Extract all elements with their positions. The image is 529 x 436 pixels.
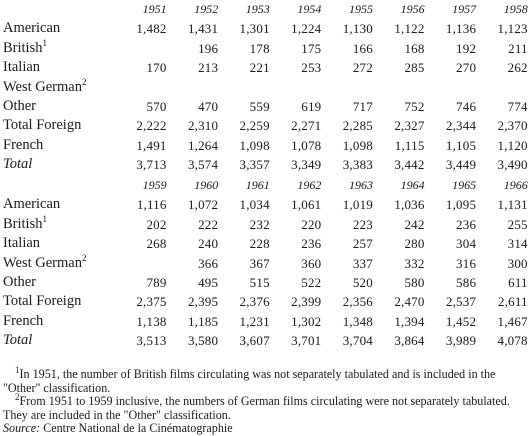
year-header: 1965	[452, 178, 477, 192]
row-label	[3, 97, 115, 116]
table-cell: 3,580	[187, 333, 219, 349]
table-cell: 1,302	[291, 313, 322, 329]
table-cell: 3,449	[445, 157, 477, 173]
table-cell: 1,115	[394, 137, 425, 153]
year-header: 1952	[194, 2, 219, 16]
table-cell: 2,344	[445, 118, 477, 134]
table-cell: 2,271	[291, 118, 322, 134]
table-cell: 570	[146, 99, 167, 115]
table-cell: 789	[146, 275, 167, 291]
row-label-text: American	[3, 20, 61, 37]
table-cell: 2,537	[445, 294, 477, 310]
row-label-text: Total Foreign	[3, 293, 82, 310]
row-label	[3, 234, 115, 253]
footnote-marker: 2	[81, 252, 87, 263]
footnote-marker: 1	[42, 213, 47, 224]
table-cell: 3,713	[136, 157, 167, 173]
footnote-2-marker: 2	[15, 392, 20, 403]
table-cell: 202	[146, 216, 167, 232]
table-cell: 222	[198, 216, 219, 232]
year-header-row	[3, 176, 528, 195]
row-label	[3, 155, 115, 174]
table-cell: 280	[404, 236, 425, 252]
table-cell: 1,131	[497, 197, 528, 213]
table-cell: 495	[198, 275, 219, 291]
table-cell: 213	[198, 60, 219, 76]
row-label-text: British	[3, 215, 43, 232]
row-label-text: American	[3, 196, 61, 213]
table-cell: 220	[301, 216, 322, 232]
table-cell: 255	[507, 216, 528, 232]
row-label-text: Italian	[3, 59, 41, 76]
table-cell	[270, 78, 322, 97]
table-cell: 304	[456, 236, 477, 252]
row-label	[3, 331, 115, 350]
table-row	[3, 78, 528, 97]
table-cell: 717	[352, 99, 373, 115]
table-cell: 3,349	[291, 157, 322, 173]
table-cell: 470	[198, 99, 219, 115]
table-cell: 1,452	[445, 313, 477, 329]
table-cell: 1,061	[291, 197, 322, 213]
row-label	[3, 292, 115, 311]
table-cell: 1,348	[342, 313, 373, 329]
table-cell: 3,490	[497, 157, 528, 173]
table-cell: 272	[352, 60, 373, 76]
year-header: 1957	[452, 2, 477, 16]
year-header: 1961	[245, 178, 270, 192]
table-cell: 300	[507, 255, 528, 271]
table-cell	[115, 254, 167, 273]
year-header: 1963	[348, 178, 373, 192]
table-cell: 2,310	[187, 118, 219, 134]
table-cell: 2,470	[394, 294, 425, 310]
table-cell: 2,370	[497, 118, 528, 134]
table-cell: 611	[508, 275, 528, 291]
row-label-text: West German	[3, 78, 82, 95]
table-cell: 746	[456, 99, 477, 115]
row-label-text: Total	[3, 156, 33, 173]
table-cell: 1,231	[239, 313, 270, 329]
table-row	[3, 97, 528, 116]
table-cell: 314	[507, 236, 528, 252]
table-cell: 2,395	[187, 294, 219, 310]
table-cell: 2,222	[136, 118, 167, 134]
table-cell: 619	[301, 99, 322, 115]
row-label	[3, 116, 115, 135]
header-corner	[3, 0, 115, 19]
table-cell	[115, 39, 167, 58]
table-cell: 285	[404, 60, 425, 76]
table-cell: 1,036	[394, 197, 425, 213]
table-cell: 1,120	[497, 137, 528, 153]
table-row	[3, 39, 528, 58]
table-cell: 580	[404, 275, 425, 291]
year-header: 1964	[400, 178, 425, 192]
row-label	[3, 58, 115, 77]
table-cell: 2,259	[239, 118, 270, 134]
table-cell: 559	[249, 99, 270, 115]
table-cell: 228	[249, 236, 270, 252]
row-label	[3, 312, 115, 331]
table-cell: 774	[507, 99, 528, 115]
table-row	[3, 331, 528, 350]
row-label-text: French	[3, 136, 44, 153]
row-label-text: Other	[3, 98, 37, 115]
row-label	[3, 195, 115, 214]
table-cell: 2,285	[342, 118, 373, 134]
table-cell: 1,136	[445, 21, 477, 37]
table-cell: 1,394	[394, 313, 425, 329]
row-label	[3, 273, 115, 292]
table-cell	[476, 78, 528, 97]
table-cell: 3,383	[342, 157, 373, 173]
table-cell: 3,442	[394, 157, 425, 173]
table-cell: 1,491	[136, 137, 167, 153]
row-label	[3, 215, 115, 234]
table-cell: 1,431	[187, 21, 219, 37]
table-cell: 236	[301, 236, 322, 252]
table-cell: 1,122	[394, 21, 425, 37]
table-cell: 268	[146, 236, 167, 252]
footnote-marker: 1	[42, 37, 47, 48]
table-cell: 1,072	[187, 197, 219, 213]
row-label-text: Total Foreign	[3, 117, 82, 134]
year-header: 1962	[297, 178, 322, 192]
circulation-table-1951-1958	[3, 0, 528, 175]
source-text: Centre National de la Cinématographie	[43, 421, 233, 436]
table-cell: 1,264	[187, 137, 219, 153]
row-label	[3, 254, 115, 273]
footnote-1-text: In 1951, the number of British films circulating was not separately tabulated and is included in the "Other" classification.	[3, 367, 496, 395]
table-cell: 3,989	[445, 333, 477, 349]
circulation-table-1959-1966	[3, 176, 528, 351]
row-label-text: Total	[3, 332, 33, 349]
table-row	[3, 195, 528, 214]
table-row	[3, 19, 528, 38]
table-cell: 1,138	[136, 313, 167, 329]
table-cell: 175	[301, 40, 322, 56]
row-label	[3, 39, 115, 58]
year-header: 1958	[503, 2, 528, 16]
table-cell: 1,482	[136, 21, 167, 37]
table-row	[3, 215, 528, 234]
source-line	[3, 422, 525, 436]
year-header: 1959	[142, 178, 167, 192]
table-cell: 4,078	[497, 333, 528, 349]
table-row	[3, 273, 528, 292]
row-label-text: British	[3, 39, 43, 56]
year-header: 1966	[503, 178, 528, 192]
table-cell: 1,301	[239, 21, 270, 37]
table-cell: 3,864	[394, 333, 425, 349]
table-cell: 2,327	[394, 118, 425, 134]
table-cell: 1,098	[239, 137, 270, 153]
row-label	[3, 136, 115, 155]
table-cell: 3,704	[342, 333, 373, 349]
table-cell: 2,376	[239, 294, 270, 310]
table-cell: 2,611	[497, 294, 528, 310]
table-cell: 1,034	[239, 197, 270, 213]
table-cell: 1,095	[445, 197, 477, 213]
table-cell: 752	[404, 99, 425, 115]
table-cell: 1,105	[445, 137, 477, 153]
row-label-text: Italian	[3, 235, 41, 252]
table-row	[3, 292, 528, 311]
row-label-text: West German	[3, 254, 82, 271]
table-cell	[321, 78, 373, 97]
table-cell: 232	[249, 216, 270, 232]
table-row	[3, 155, 528, 174]
table-row	[3, 58, 528, 77]
table-cell: 3,357	[239, 157, 270, 173]
table-cell: 253	[301, 60, 322, 76]
table-cell: 1,019	[342, 197, 373, 213]
table-cell: 223	[352, 216, 373, 232]
table-cell: 242	[404, 216, 425, 232]
table-cell: 3,701	[291, 333, 322, 349]
table-cell: 522	[301, 275, 322, 291]
table-cell: 2,356	[342, 294, 373, 310]
table-cell: 586	[456, 275, 477, 291]
table-cell: 1,185	[187, 313, 219, 329]
table-row	[3, 254, 528, 273]
source-label: Source:	[3, 421, 41, 436]
year-header: 1951	[142, 2, 167, 16]
table-cell: 257	[352, 236, 373, 252]
table-cell: 168	[404, 40, 425, 56]
footnote-marker: 2	[81, 76, 87, 87]
table-row	[3, 116, 528, 135]
table-cell: 270	[456, 60, 477, 76]
table-cell: 170	[146, 60, 167, 76]
header-corner	[3, 176, 115, 195]
table-cell: 240	[198, 236, 219, 252]
table-cell: 178	[249, 40, 270, 56]
row-label	[3, 78, 115, 97]
footnote-2-text: From 1951 to 1959 inclusive, the numbers of German films circulating were not separately tabulated. They are included in the "Other" classification.	[3, 394, 510, 422]
table-cell	[167, 78, 219, 97]
table-row	[3, 234, 528, 253]
footnotes	[3, 364, 525, 436]
table-cell: 1,123	[497, 21, 528, 37]
table-cell: 2,399	[291, 294, 322, 310]
table-cell	[115, 78, 167, 97]
table-cell: 1,467	[497, 313, 528, 329]
table-cell: 2,375	[136, 294, 167, 310]
footnote-1-marker: 1	[15, 364, 20, 375]
year-header: 1955	[348, 2, 373, 16]
table-cell: 367	[249, 255, 270, 271]
table-cell	[425, 78, 477, 97]
table-cell: 196	[198, 40, 219, 56]
table-row	[3, 136, 528, 155]
table-cell: 1,078	[291, 137, 322, 153]
table-row	[3, 312, 528, 331]
row-label-text: Other	[3, 274, 37, 291]
table-cell: 1,098	[342, 137, 373, 153]
table-cell: 192	[456, 40, 477, 56]
table-cell: 3,574	[187, 157, 219, 173]
table-cell: 360	[301, 255, 322, 271]
table-cell	[218, 78, 270, 97]
table-cell: 221	[249, 60, 270, 76]
table-cell: 366	[198, 255, 219, 271]
row-label	[3, 19, 115, 38]
footnote-2	[3, 392, 525, 422]
table-cell: 3,607	[239, 333, 270, 349]
table-cell: 1,130	[342, 21, 373, 37]
year-header: 1956	[400, 2, 425, 16]
table-cell: 211	[508, 40, 528, 56]
table-cell: 337	[352, 255, 373, 271]
year-header-row	[3, 0, 528, 19]
table-cell: 236	[456, 216, 477, 232]
table-cell: 1,224	[291, 21, 322, 37]
year-header: 1953	[245, 2, 270, 16]
table-cell: 520	[352, 275, 373, 291]
table-cell: 316	[456, 255, 477, 271]
year-header: 1960	[194, 178, 219, 192]
table-cell	[373, 78, 425, 97]
table-cell: 332	[404, 255, 425, 271]
year-header: 1954	[297, 2, 322, 16]
table-cell: 262	[507, 60, 528, 76]
table-cell: 3,513	[136, 333, 167, 349]
table-cell: 1,116	[136, 197, 167, 213]
footnote-1	[3, 364, 525, 395]
table-cell: 515	[249, 275, 270, 291]
table-cell: 166	[352, 40, 373, 56]
row-label-text: French	[3, 312, 44, 329]
